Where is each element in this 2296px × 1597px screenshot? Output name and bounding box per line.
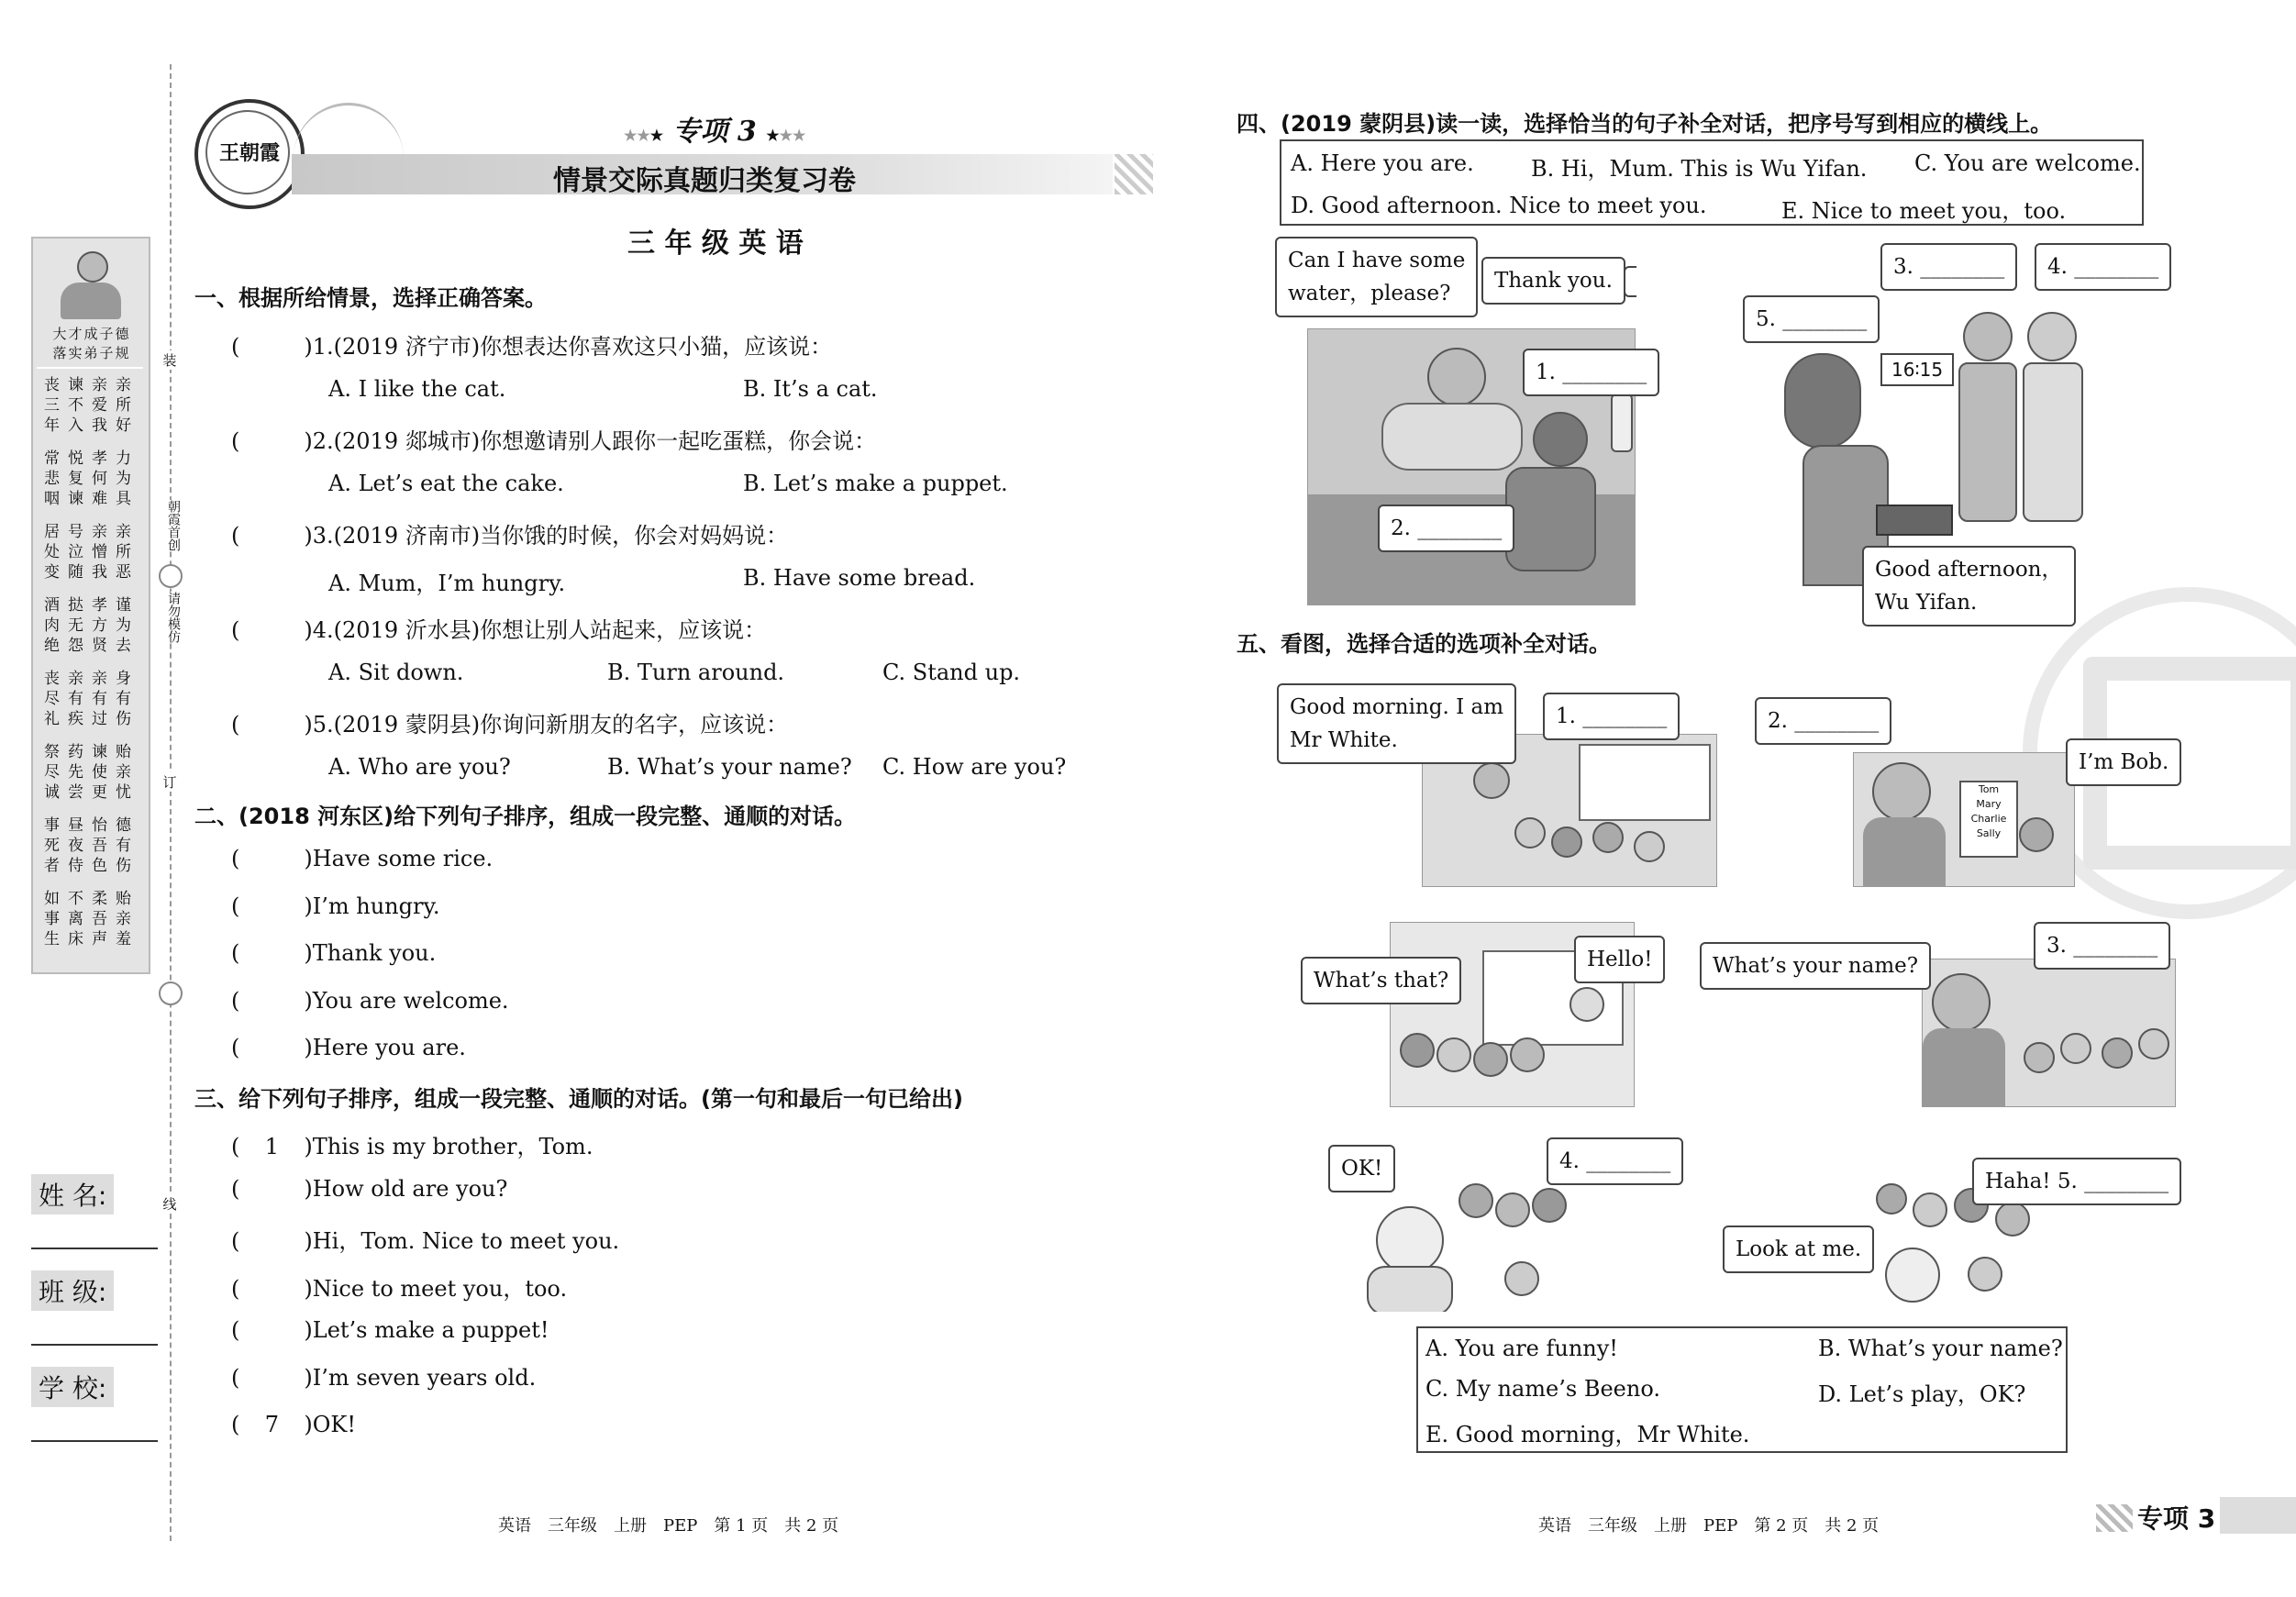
option-b: B. Hi，Mum. This is Wu Yifan. <box>1531 156 1868 182</box>
poem-char: 我 <box>92 416 109 435</box>
poem-char: 伤 <box>116 710 133 728</box>
poem-char: 过 <box>92 710 109 728</box>
question-number: 5. <box>312 712 334 738</box>
poem-char: 有 <box>116 690 133 708</box>
poem-line <box>44 837 139 856</box>
poem-char: 谏 <box>68 376 85 394</box>
footer-topic-tag: 专项 3 <box>2137 1503 2216 1534</box>
sidebar-poem-panel <box>31 237 150 974</box>
question-5: ( )5.(2019 蒙阴县)你询问新朋友的名字，应该说： <box>231 712 789 738</box>
header-ribbon <box>294 103 404 161</box>
footer-checker <box>2096 1504 2133 1532</box>
poem-char: 为 <box>116 470 133 488</box>
poem-line <box>44 563 139 582</box>
question-prompt: (2019 沂水县)你想让别人站起来，应该说： <box>333 617 767 643</box>
poem-char: 祭 <box>44 743 61 761</box>
poem-char: 我 <box>92 563 109 582</box>
vertical-note-warning: 请勿模仿 <box>156 592 182 643</box>
bubble-hello: Hello! <box>1574 936 1665 983</box>
poem-char: 有 <box>68 690 85 708</box>
bubble-good-afternoon: Good afternoon， Wu Yifan. <box>1862 546 2076 627</box>
poem-line <box>44 743 139 762</box>
poem-char: 年 <box>44 416 61 435</box>
bubble-whats-your-name: What’s your name? <box>1700 942 1931 990</box>
teacher-kids-illustration <box>1922 959 2176 1107</box>
poem-char: 事 <box>44 816 61 835</box>
order-text: This is my brother，Tom. <box>312 1134 593 1159</box>
poem-char: 力 <box>116 449 133 468</box>
order-item: ( )Have some rice. <box>231 846 494 871</box>
order-item: ( )How old are you? <box>231 1175 508 1202</box>
poem-char: 无 <box>68 616 85 635</box>
mother-figure <box>1427 348 1486 406</box>
poem-char: 谨 <box>116 596 133 615</box>
poem-char: 憎 <box>92 543 109 561</box>
question-prompt: (2019 郯城市)你想邀请别人跟你一起吃蛋糕，你会说： <box>333 428 877 454</box>
poem-char: 孝 <box>92 596 109 615</box>
poem-char: 昼 <box>68 816 85 835</box>
poem-char: 谏 <box>92 743 109 761</box>
footer-right: 英语 三年级 上册 PEP 第 2 页 共 2 页 <box>1538 1516 1880 1536</box>
order-text: Nice to meet you，too. <box>312 1275 568 1302</box>
poem-char: 悲 <box>44 470 61 488</box>
option-c: C. How are you? <box>882 754 1067 780</box>
poem-char: 吾 <box>92 910 109 928</box>
poem-char: 号 <box>68 523 85 541</box>
bubble-good-morning: Good morning. I am Mr White. <box>1277 683 1516 764</box>
poem-char: 悦 <box>68 449 85 468</box>
poem-char: 酒 <box>44 596 61 615</box>
poem-line <box>44 763 139 782</box>
bubble-water: Can I have some water，please? <box>1275 237 1478 317</box>
order-item: ( 7 )OK! <box>231 1412 356 1437</box>
poem-char: 居 <box>44 523 61 541</box>
poem-line <box>44 710 139 729</box>
poem-char: 色 <box>92 857 109 875</box>
poem-char: 尝 <box>68 783 85 802</box>
option-c: C. My name’s Beeno. <box>1425 1376 1660 1402</box>
option-d: D. Good afternoon. Nice to meet you. <box>1291 193 1707 218</box>
poem-char: 尽 <box>44 690 61 708</box>
poem-line <box>44 637 139 656</box>
poem-char: 疾 <box>68 710 85 728</box>
poem-char: 亲 <box>92 670 109 688</box>
poem-char: 不 <box>68 396 85 415</box>
school-field[interactable] <box>31 1440 158 1442</box>
option-a: A. Here you are. <box>1291 150 1474 176</box>
robot-kids-illustration <box>1358 1179 1587 1312</box>
poem-line <box>44 449 139 469</box>
kid-1-figure <box>1963 312 2013 361</box>
bubble-blank-2[interactable]: 2. ________ <box>1755 697 1891 745</box>
order-blank[interactable]: 1 <box>264 1134 280 1159</box>
question-3: ( )3.(2019 济南市)当你饿的时候，你会对妈妈说： <box>231 523 789 549</box>
bubble-blank-2[interactable]: 2. ________ <box>1378 505 1514 552</box>
bubble-what-is-that: What’s that? <box>1301 957 1461 1004</box>
wall-clock: 16∶15 <box>1880 353 1954 386</box>
class-label: 班 级: <box>31 1270 114 1311</box>
option-d: D. Let’s play，OK? <box>1818 1381 2026 1407</box>
question-prompt: (2019 济宁市)你想表达你喜欢这只小猫，应该说： <box>333 334 833 360</box>
poem-char: 贤 <box>92 637 109 655</box>
poem-char: 德 <box>116 816 133 835</box>
order-text: Here you are. <box>312 1035 466 1060</box>
topic-header: ★★★ 专项 3 ★★★ <box>624 116 806 148</box>
poem-char: 亲 <box>116 523 133 541</box>
poem-line <box>44 910 139 929</box>
option-a: A. Mum，I’m hungry. <box>328 571 566 596</box>
poem-line <box>44 783 139 803</box>
poem-char: 绝 <box>44 637 61 655</box>
poem-char: 者 <box>44 857 61 875</box>
section5-options-box <box>1416 1326 2068 1453</box>
poem-char: 羞 <box>116 930 133 948</box>
poem-char: 身 <box>116 670 133 688</box>
question-number: 4. <box>312 617 334 643</box>
section4-options-box <box>1280 139 2144 226</box>
question-prompt: (2019 蒙阴县)你询问新朋友的名字，应该说： <box>333 712 789 738</box>
poem-char: 亲 <box>116 376 133 394</box>
sidebar-motto: 大才成子德 落实弟子规 <box>52 326 131 361</box>
poem-char: 更 <box>92 783 109 802</box>
poem-line <box>44 396 139 416</box>
question-number: 2. <box>312 428 334 454</box>
order-text: OK! <box>312 1412 356 1437</box>
question-1: ( )1.(2019 济宁市)你想表达你喜欢这只小猫，应该说： <box>231 334 833 360</box>
poem-char: 夜 <box>68 837 85 855</box>
option-c: C. You are welcome. <box>1914 150 2141 176</box>
order-item: ( 1 )This is my brother，Tom. <box>231 1134 593 1159</box>
poem-char: 药 <box>68 743 85 761</box>
poem-char: 死 <box>44 837 61 855</box>
order-text: Hi，Tom. Nice to meet you. <box>312 1228 620 1254</box>
poem-char: 离 <box>68 910 85 928</box>
question-number: 3. <box>312 523 334 549</box>
order-item: ( )You are welcome. <box>231 987 509 1014</box>
poem-char: 诚 <box>44 783 61 802</box>
poem-char: 何 <box>92 470 109 488</box>
option-b: B. Let’s make a puppet. <box>743 471 1008 496</box>
option-c: C. Stand up. <box>882 660 1021 685</box>
option-a: A. Who are you? <box>328 754 511 780</box>
section3-heading: 三、给下列句子排序，组成一段完整、通顺的对话。(第一句和最后一句已给出) <box>194 1086 963 1112</box>
bubble-blank-1[interactable]: 1. ________ <box>1543 693 1680 740</box>
name-label: 姓 名: <box>31 1174 114 1214</box>
poem-line <box>44 670 139 689</box>
poem-char: 复 <box>68 470 85 488</box>
order-text: You are welcome. <box>312 987 509 1014</box>
brand-logo: 王朝霞 <box>194 99 305 209</box>
vertical-note-zhuang: 装 <box>159 350 181 370</box>
order-text: Thank you. <box>312 940 437 966</box>
poem-char: 挞 <box>68 596 85 615</box>
option-b: B. What’s your name? <box>1818 1336 2063 1361</box>
class-field[interactable] <box>31 1344 158 1346</box>
poem-char: 丧 <box>44 670 61 688</box>
poem-char: 丧 <box>44 376 61 394</box>
poem-char: 所 <box>116 543 133 561</box>
poem-char: 怨 <box>68 637 85 655</box>
poem-line <box>44 690 139 709</box>
poem-char: 为 <box>116 616 133 635</box>
poem-char: 所 <box>116 396 133 415</box>
poem-char: 亲 <box>92 523 109 541</box>
poem-char: 柔 <box>92 890 109 908</box>
page-title: 情景交际真题归类复习卷 <box>553 165 856 197</box>
order-item: ( )Here you are. <box>231 1035 466 1060</box>
section5-heading: 五、看图，选择合适的选项补全对话。 <box>1237 631 1611 657</box>
section4-heading: 四、(2019 蒙阴县)读一读，选择恰当的句子补全对话，把序号写到相应的横线上。 <box>1237 111 2053 137</box>
bubble-blank-1[interactable]: 1. ________ <box>1523 349 1659 396</box>
section1-heading: 一、根据所给情景，选择正确答案。 <box>194 285 547 311</box>
poem-line <box>44 523 139 542</box>
poem-char: 爱 <box>92 396 109 415</box>
school-label: 学 校: <box>31 1367 114 1407</box>
name-field[interactable] <box>31 1248 158 1249</box>
grade-subject: 三 年 级 英 语 <box>627 227 804 260</box>
vertical-note-ding: 订 <box>159 772 181 792</box>
scholar-figure <box>51 248 130 321</box>
order-item: ( )Hi，Tom. Nice to meet you. <box>231 1228 620 1254</box>
poem-char: 方 <box>92 616 109 635</box>
option-b: B. Have some bread. <box>743 565 976 591</box>
poem-char: 先 <box>68 763 85 782</box>
poem-line <box>44 376 139 395</box>
question-2: ( )2.(2019 郯城市)你想邀请别人跟你一起吃蛋糕，你会说： <box>231 428 877 454</box>
option-a: A. You are funny! <box>1425 1336 1618 1361</box>
poem-char: 床 <box>68 930 85 948</box>
name-board: Tom Mary Charlie Sally <box>1959 781 2018 858</box>
footer-left: 英语 三年级 上册 PEP 第 1 页 共 2 页 <box>498 1516 839 1536</box>
poem-char: 泣 <box>68 543 85 561</box>
poem-char: 处 <box>44 543 61 561</box>
bubble-haha-blank-5[interactable]: Haha! 5. ________ <box>1972 1158 2181 1205</box>
poem-line <box>44 890 139 909</box>
poem-char: 入 <box>68 416 85 435</box>
order-item: ( )Thank you. <box>231 940 437 966</box>
poem-char: 亲 <box>92 376 109 394</box>
poem-char: 咽 <box>44 490 61 508</box>
option-a: A. I like the cat. <box>328 376 506 402</box>
bubble-blank-4[interactable]: 4. ________ <box>2035 243 2171 291</box>
vertical-note-brand: 朝霞首创 <box>156 500 182 551</box>
option-b: B. It’s a cat. <box>743 376 878 402</box>
poem-line <box>44 416 139 436</box>
poem-char: 随 <box>68 563 85 582</box>
order-item: ( )I’m hungry. <box>231 893 440 919</box>
poem-char: 亲 <box>116 763 133 782</box>
banner-checker <box>1115 154 1153 194</box>
order-text: Have some rice. <box>312 846 494 871</box>
poem-line <box>44 490 139 509</box>
poem-char: 三 <box>44 396 61 415</box>
section2-heading: 二、(2018 河东区)给下列句子排序，组成一段完整、通顺的对话。 <box>194 804 857 829</box>
order-item: ( )I’m seven years old. <box>231 1364 537 1391</box>
poem-char: 亲 <box>116 910 133 928</box>
poem-line <box>44 470 139 489</box>
question-prompt: (2019 济南市)当你饿的时候，你会对妈妈说： <box>333 523 789 549</box>
bubble-blank-4[interactable]: 4. ________ <box>1547 1137 1683 1185</box>
option-a: A. Let’s eat the cake. <box>328 471 564 496</box>
poem-char: 贻 <box>116 743 133 761</box>
poem-char: 礼 <box>44 710 61 728</box>
poem-char: 生 <box>44 930 61 948</box>
mum-figure <box>1784 353 1861 449</box>
poem-char: 有 <box>116 837 133 855</box>
bubble-blank-5[interactable]: 5. ________ <box>1743 295 1880 343</box>
poem-line <box>44 596 139 616</box>
poem-line <box>44 543 139 562</box>
option-e: E. Good morning，Mr White. <box>1425 1422 1750 1447</box>
poem-char: 孝 <box>92 449 109 468</box>
poem-char: 事 <box>44 910 61 928</box>
poem-char: 难 <box>92 490 109 508</box>
order-text: I’m hungry. <box>312 893 440 919</box>
poem-char: 具 <box>116 490 133 508</box>
poem-char: 恶 <box>116 563 133 582</box>
poem-char: 去 <box>116 637 133 655</box>
poem-char: 尽 <box>44 763 61 782</box>
boy-figure <box>1533 412 1588 467</box>
order-item: ( )Let’s make a puppet! <box>231 1317 549 1343</box>
question-4: ( )4.(2019 沂水县)你想让别人站起来，应该说： <box>231 617 767 643</box>
vertical-note-xian: 线 <box>159 1194 181 1214</box>
option-e: E. Nice to meet you，too. <box>1781 198 2067 224</box>
poem-line <box>44 857 139 876</box>
poem-char: 有 <box>92 690 109 708</box>
footer-tag-bar <box>2220 1497 2296 1534</box>
poem-char: 不 <box>68 890 85 908</box>
kid-2-figure <box>2027 312 2077 361</box>
order-item: ( )Nice to meet you，too. <box>231 1275 568 1302</box>
poem-char: 使 <box>92 763 109 782</box>
poem-char: 肉 <box>44 616 61 635</box>
poem-char: 好 <box>116 416 133 435</box>
order-blank[interactable]: 7 <box>264 1412 280 1437</box>
bubble-blank-3[interactable]: 3. ________ <box>1880 243 2017 291</box>
poem-char: 怡 <box>92 816 109 835</box>
poem-char: 谏 <box>68 490 85 508</box>
poem-char: 常 <box>44 449 61 468</box>
binding-margin-line <box>170 64 172 1541</box>
scissors-icon <box>159 981 183 1005</box>
option-b: B. Turn around. <box>607 660 785 685</box>
poem-line <box>44 616 139 636</box>
order-text: Let’s make a puppet! <box>312 1317 549 1343</box>
poem-char: 吾 <box>92 837 109 855</box>
order-text: I’m seven years old. <box>312 1364 537 1391</box>
poem-char: 侍 <box>68 857 85 875</box>
poem-line <box>44 816 139 836</box>
poem-char: 忧 <box>116 783 133 802</box>
bubble-thank-you: Thank you. <box>1481 257 1625 305</box>
order-text: How old are you? <box>312 1175 508 1202</box>
scissors-icon <box>159 564 183 588</box>
poem-char: 如 <box>44 890 61 908</box>
poem-char: 声 <box>92 930 109 948</box>
bubble-look-at-me: Look at me. <box>1723 1225 1874 1273</box>
poem-char: 亲 <box>68 670 85 688</box>
option-a: A. Sit down. <box>328 660 464 685</box>
option-b: B. What’s your name? <box>607 754 852 780</box>
teacher-illustration <box>1853 752 2075 887</box>
poem-line <box>44 930 139 949</box>
bubble-blank-3[interactable]: 3. ________ <box>2034 922 2170 970</box>
question-number: 1. <box>312 334 334 360</box>
poem-char: 贻 <box>116 890 133 908</box>
bubble-im-bob: I’m Bob. <box>2066 738 2181 786</box>
poem-char: 变 <box>44 563 61 582</box>
bubble-ok: OK! <box>1328 1145 1395 1192</box>
poem-char: 伤 <box>116 857 133 875</box>
